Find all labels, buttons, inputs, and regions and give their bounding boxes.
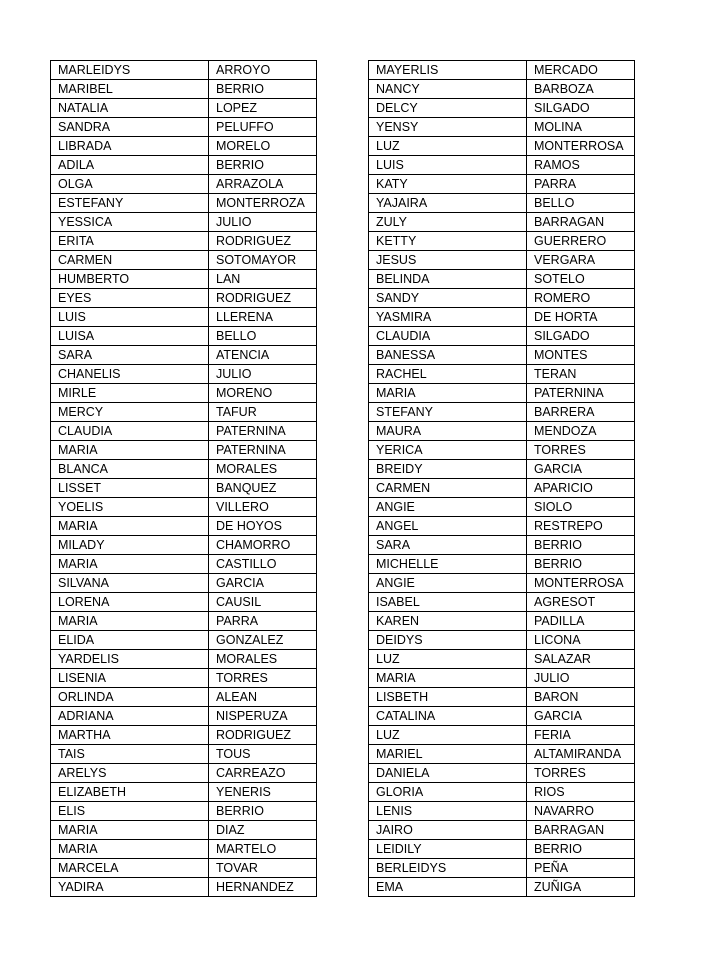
first-name-cell: ISABEL <box>369 593 527 612</box>
table-row <box>51 536 317 555</box>
table-row <box>369 289 635 308</box>
last-name-cell: BERRIO <box>209 156 317 175</box>
first-name-cell: MARCELA <box>51 859 209 878</box>
first-name-cell: LISSET <box>51 479 209 498</box>
table-row <box>51 289 317 308</box>
last-name-cell: SILGADO <box>527 327 635 346</box>
table-row <box>51 61 317 80</box>
last-name-cell: MARTELO <box>209 840 317 859</box>
table-row <box>369 403 635 422</box>
first-name-cell: MARIA <box>369 669 527 688</box>
table-row <box>369 118 635 137</box>
last-name-cell: LICONA <box>527 631 635 650</box>
table-row <box>51 821 317 840</box>
first-name-cell: ORLINDA <box>51 688 209 707</box>
last-name-cell: ATENCIA <box>209 346 317 365</box>
last-name-cell: ARRAZOLA <box>209 175 317 194</box>
last-name-cell: MENDOZA <box>527 422 635 441</box>
first-name-cell: LIBRADA <box>51 137 209 156</box>
last-name-cell: RODRIGUEZ <box>209 232 317 251</box>
first-name-cell: MARIA <box>51 441 209 460</box>
last-name-cell: MONTERROSA <box>527 137 635 156</box>
names-table-left-body <box>51 61 317 897</box>
last-name-cell: BELLO <box>209 327 317 346</box>
last-name-cell: CAUSIL <box>209 593 317 612</box>
last-name-cell: PARRA <box>209 612 317 631</box>
first-name-cell: ANGEL <box>369 517 527 536</box>
last-name-cell: PATERNINA <box>209 441 317 460</box>
first-name-cell: BREIDY <box>369 460 527 479</box>
last-name-cell: ALTAMIRANDA <box>527 745 635 764</box>
table-row <box>369 764 635 783</box>
first-name-cell: ELIZABETH <box>51 783 209 802</box>
table-row <box>369 61 635 80</box>
last-name-cell: DE HOYOS <box>209 517 317 536</box>
last-name-cell: CARREAZO <box>209 764 317 783</box>
names-table-right <box>368 60 635 897</box>
table-row <box>51 764 317 783</box>
table-row <box>51 156 317 175</box>
table-row <box>369 346 635 365</box>
table-row <box>369 213 635 232</box>
first-name-cell: LUZ <box>369 726 527 745</box>
first-name-cell: YERICA <box>369 441 527 460</box>
first-name-cell: JESUS <box>369 251 527 270</box>
table-row <box>369 840 635 859</box>
first-name-cell: ESTEFANY <box>51 194 209 213</box>
last-name-cell: TORRES <box>209 669 317 688</box>
table-row <box>51 631 317 650</box>
table-row <box>369 422 635 441</box>
table-row <box>51 574 317 593</box>
table-row <box>51 650 317 669</box>
first-name-cell: BLANCA <box>51 460 209 479</box>
first-name-cell: CATALINA <box>369 707 527 726</box>
last-name-cell: TOUS <box>209 745 317 764</box>
last-name-cell: PEÑA <box>527 859 635 878</box>
last-name-cell: BERRIO <box>527 555 635 574</box>
table-row <box>51 213 317 232</box>
table-row <box>51 403 317 422</box>
last-name-cell: MONTERROSA <box>527 574 635 593</box>
table-row <box>51 612 317 631</box>
last-name-cell: RODRIGUEZ <box>209 289 317 308</box>
last-name-cell: MOLINA <box>527 118 635 137</box>
table-row <box>369 669 635 688</box>
first-name-cell: YADIRA <box>51 878 209 897</box>
last-name-cell: MORALES <box>209 460 317 479</box>
table-row <box>369 745 635 764</box>
last-name-cell: BARRAGAN <box>527 213 635 232</box>
first-name-cell: SARA <box>51 346 209 365</box>
first-name-cell: KETTY <box>369 232 527 251</box>
last-name-cell: BERRIO <box>209 802 317 821</box>
first-name-cell: LORENA <box>51 593 209 612</box>
table-row <box>51 365 317 384</box>
first-name-cell: YESSICA <box>51 213 209 232</box>
table-row <box>369 327 635 346</box>
last-name-cell: GARCIA <box>527 460 635 479</box>
first-name-cell: MAURA <box>369 422 527 441</box>
names-table-right-body <box>369 61 635 897</box>
last-name-cell: ZUÑIGA <box>527 878 635 897</box>
first-name-cell: LUIS <box>51 308 209 327</box>
first-name-cell: CLAUDIA <box>369 327 527 346</box>
first-name-cell: LUIS <box>369 156 527 175</box>
first-name-cell: YASMIRA <box>369 308 527 327</box>
table-row <box>51 840 317 859</box>
first-name-cell: EYES <box>51 289 209 308</box>
table-row <box>369 194 635 213</box>
last-name-cell: ARROYO <box>209 61 317 80</box>
first-name-cell: MICHELLE <box>369 555 527 574</box>
table-row <box>51 517 317 536</box>
first-name-cell: CLAUDIA <box>51 422 209 441</box>
table-row <box>51 80 317 99</box>
last-name-cell: VILLERO <box>209 498 317 517</box>
table-row <box>369 650 635 669</box>
last-name-cell: SALAZAR <box>527 650 635 669</box>
table-row <box>369 460 635 479</box>
last-name-cell: SIOLO <box>527 498 635 517</box>
first-name-cell: LENIS <box>369 802 527 821</box>
last-name-cell: BANQUEZ <box>209 479 317 498</box>
table-row <box>51 726 317 745</box>
table-row <box>369 821 635 840</box>
table-row <box>369 859 635 878</box>
first-name-cell: BANESSA <box>369 346 527 365</box>
first-name-cell: LISBETH <box>369 688 527 707</box>
first-name-cell: YENSY <box>369 118 527 137</box>
first-name-cell: GLORIA <box>369 783 527 802</box>
last-name-cell: MERCADO <box>527 61 635 80</box>
last-name-cell: HERNANDEZ <box>209 878 317 897</box>
table-row <box>369 688 635 707</box>
first-name-cell: SILVANA <box>51 574 209 593</box>
table-row <box>51 783 317 802</box>
table-row <box>369 593 635 612</box>
table-row <box>369 308 635 327</box>
last-name-cell: TORRES <box>527 441 635 460</box>
first-name-cell: ANGIE <box>369 574 527 593</box>
first-name-cell: HUMBERTO <box>51 270 209 289</box>
last-name-cell: NISPERUZA <box>209 707 317 726</box>
first-name-cell: JAIRO <box>369 821 527 840</box>
first-name-cell: ADILA <box>51 156 209 175</box>
first-name-cell: MARTHA <box>51 726 209 745</box>
first-name-cell: BELINDA <box>369 270 527 289</box>
last-name-cell: AGRESOT <box>527 593 635 612</box>
table-row <box>51 669 317 688</box>
first-name-cell: MARIBEL <box>51 80 209 99</box>
last-name-cell: RIOS <box>527 783 635 802</box>
last-name-cell: JULIO <box>209 213 317 232</box>
table-row <box>369 270 635 289</box>
table-row <box>369 498 635 517</box>
table-row <box>51 593 317 612</box>
first-name-cell: LISENIA <box>51 669 209 688</box>
table-row <box>51 99 317 118</box>
last-name-cell: JULIO <box>527 669 635 688</box>
last-name-cell: BARBOZA <box>527 80 635 99</box>
first-name-cell: KATY <box>369 175 527 194</box>
table-row <box>51 859 317 878</box>
last-name-cell: PATERNINA <box>527 384 635 403</box>
first-name-cell: ZULY <box>369 213 527 232</box>
last-name-cell: GONZALEZ <box>209 631 317 650</box>
table-row <box>51 118 317 137</box>
last-name-cell: SILGADO <box>527 99 635 118</box>
table-row <box>369 251 635 270</box>
table-row <box>51 232 317 251</box>
first-name-cell: MAYERLIS <box>369 61 527 80</box>
last-name-cell: LAN <box>209 270 317 289</box>
last-name-cell: MONTERROZA <box>209 194 317 213</box>
table-row <box>51 308 317 327</box>
table-row <box>369 631 635 650</box>
last-name-cell: BERRIO <box>209 80 317 99</box>
first-name-cell: TAIS <box>51 745 209 764</box>
table-row <box>51 137 317 156</box>
table-row <box>51 745 317 764</box>
first-name-cell: LEIDILY <box>369 840 527 859</box>
last-name-cell: SOTELO <box>527 270 635 289</box>
first-name-cell: KAREN <box>369 612 527 631</box>
table-row <box>369 574 635 593</box>
last-name-cell: YENERIS <box>209 783 317 802</box>
table-row <box>369 802 635 821</box>
last-name-cell: TAFUR <box>209 403 317 422</box>
first-name-cell: DANIELA <box>369 764 527 783</box>
first-name-cell: SANDY <box>369 289 527 308</box>
last-name-cell: MONTES <box>527 346 635 365</box>
first-name-cell: RACHEL <box>369 365 527 384</box>
table-row <box>51 175 317 194</box>
first-name-cell: BERLEIDYS <box>369 859 527 878</box>
last-name-cell: BARRAGAN <box>527 821 635 840</box>
last-name-cell: BARON <box>527 688 635 707</box>
last-name-cell: TORRES <box>527 764 635 783</box>
table-row <box>369 878 635 897</box>
last-name-cell: BELLO <box>527 194 635 213</box>
first-name-cell: MARIA <box>51 612 209 631</box>
table-row <box>369 175 635 194</box>
first-name-cell: MIRLE <box>51 384 209 403</box>
last-name-cell: MORELO <box>209 137 317 156</box>
first-name-cell: MARIA <box>51 821 209 840</box>
table-row <box>51 802 317 821</box>
first-name-cell: DELCY <box>369 99 527 118</box>
last-name-cell: ROMERO <box>527 289 635 308</box>
last-name-cell: PELUFFO <box>209 118 317 137</box>
first-name-cell: EMA <box>369 878 527 897</box>
table-row <box>369 156 635 175</box>
first-name-cell: MERCY <box>51 403 209 422</box>
first-name-cell: MARIA <box>51 840 209 859</box>
last-name-cell: LLERENA <box>209 308 317 327</box>
first-name-cell: YAJAIRA <box>369 194 527 213</box>
last-name-cell: APARICIO <box>527 479 635 498</box>
table-row <box>51 555 317 574</box>
last-name-cell: RESTREPO <box>527 517 635 536</box>
table-row <box>51 346 317 365</box>
first-name-cell: CARMEN <box>51 251 209 270</box>
last-name-cell: ALEAN <box>209 688 317 707</box>
last-name-cell: VERGARA <box>527 251 635 270</box>
first-name-cell: ADRIANA <box>51 707 209 726</box>
table-row <box>369 99 635 118</box>
last-name-cell: FERIA <box>527 726 635 745</box>
last-name-cell: TERAN <box>527 365 635 384</box>
last-name-cell: JULIO <box>209 365 317 384</box>
last-name-cell: LOPEZ <box>209 99 317 118</box>
first-name-cell: CARMEN <box>369 479 527 498</box>
last-name-cell: GARCIA <box>209 574 317 593</box>
table-row <box>369 384 635 403</box>
first-name-cell: MARIEL <box>369 745 527 764</box>
last-name-cell: TOVAR <box>209 859 317 878</box>
first-name-cell: ERITA <box>51 232 209 251</box>
table-row <box>51 384 317 403</box>
names-table-left <box>50 60 317 897</box>
table-row <box>369 365 635 384</box>
first-name-cell: LUISA <box>51 327 209 346</box>
first-name-cell: LUZ <box>369 650 527 669</box>
first-name-cell: MILADY <box>51 536 209 555</box>
first-name-cell: ARELYS <box>51 764 209 783</box>
table-row <box>51 194 317 213</box>
table-row <box>369 232 635 251</box>
last-name-cell: PATERNINA <box>209 422 317 441</box>
first-name-cell: DEIDYS <box>369 631 527 650</box>
table-row <box>51 707 317 726</box>
last-name-cell: GARCIA <box>527 707 635 726</box>
last-name-cell: PARRA <box>527 175 635 194</box>
table-row <box>369 536 635 555</box>
first-name-cell: NATALIA <box>51 99 209 118</box>
table-row <box>369 80 635 99</box>
table-row <box>51 441 317 460</box>
table-row <box>51 251 317 270</box>
last-name-cell: RAMOS <box>527 156 635 175</box>
last-name-cell: NAVARRO <box>527 802 635 821</box>
last-name-cell: BERRIO <box>527 840 635 859</box>
first-name-cell: MARIA <box>369 384 527 403</box>
table-row <box>369 137 635 156</box>
last-name-cell: DIAZ <box>209 821 317 840</box>
last-name-cell: BERRIO <box>527 536 635 555</box>
first-name-cell: ELIS <box>51 802 209 821</box>
first-name-cell: MARIA <box>51 555 209 574</box>
table-row <box>51 878 317 897</box>
first-name-cell: OLGA <box>51 175 209 194</box>
first-name-cell: STEFANY <box>369 403 527 422</box>
table-row <box>369 479 635 498</box>
table-row <box>369 783 635 802</box>
first-name-cell: SARA <box>369 536 527 555</box>
last-name-cell: BARRERA <box>527 403 635 422</box>
table-row <box>51 422 317 441</box>
table-row <box>369 707 635 726</box>
first-name-cell: MARIA <box>51 517 209 536</box>
last-name-cell: DE HORTA <box>527 308 635 327</box>
first-name-cell: CHANELIS <box>51 365 209 384</box>
first-name-cell: ELIDA <box>51 631 209 650</box>
last-name-cell: PADILLA <box>527 612 635 631</box>
table-row <box>51 688 317 707</box>
last-name-cell: MORALES <box>209 650 317 669</box>
table-row <box>51 270 317 289</box>
first-name-cell: YOELIS <box>51 498 209 517</box>
table-row <box>369 612 635 631</box>
last-name-cell: RODRIGUEZ <box>209 726 317 745</box>
first-name-cell: MARLEIDYS <box>51 61 209 80</box>
first-name-cell: SANDRA <box>51 118 209 137</box>
table-row <box>369 726 635 745</box>
last-name-cell: MORENO <box>209 384 317 403</box>
last-name-cell: GUERRERO <box>527 232 635 251</box>
table-row <box>369 517 635 536</box>
last-name-cell: SOTOMAYOR <box>209 251 317 270</box>
table-row <box>51 479 317 498</box>
first-name-cell: YARDELIS <box>51 650 209 669</box>
table-row <box>369 555 635 574</box>
last-name-cell: CHAMORRO <box>209 536 317 555</box>
table-row <box>369 441 635 460</box>
table-row <box>51 498 317 517</box>
table-row <box>51 460 317 479</box>
first-name-cell: ANGIE <box>369 498 527 517</box>
first-name-cell: NANCY <box>369 80 527 99</box>
first-name-cell: LUZ <box>369 137 527 156</box>
last-name-cell: CASTILLO <box>209 555 317 574</box>
table-row <box>51 327 317 346</box>
